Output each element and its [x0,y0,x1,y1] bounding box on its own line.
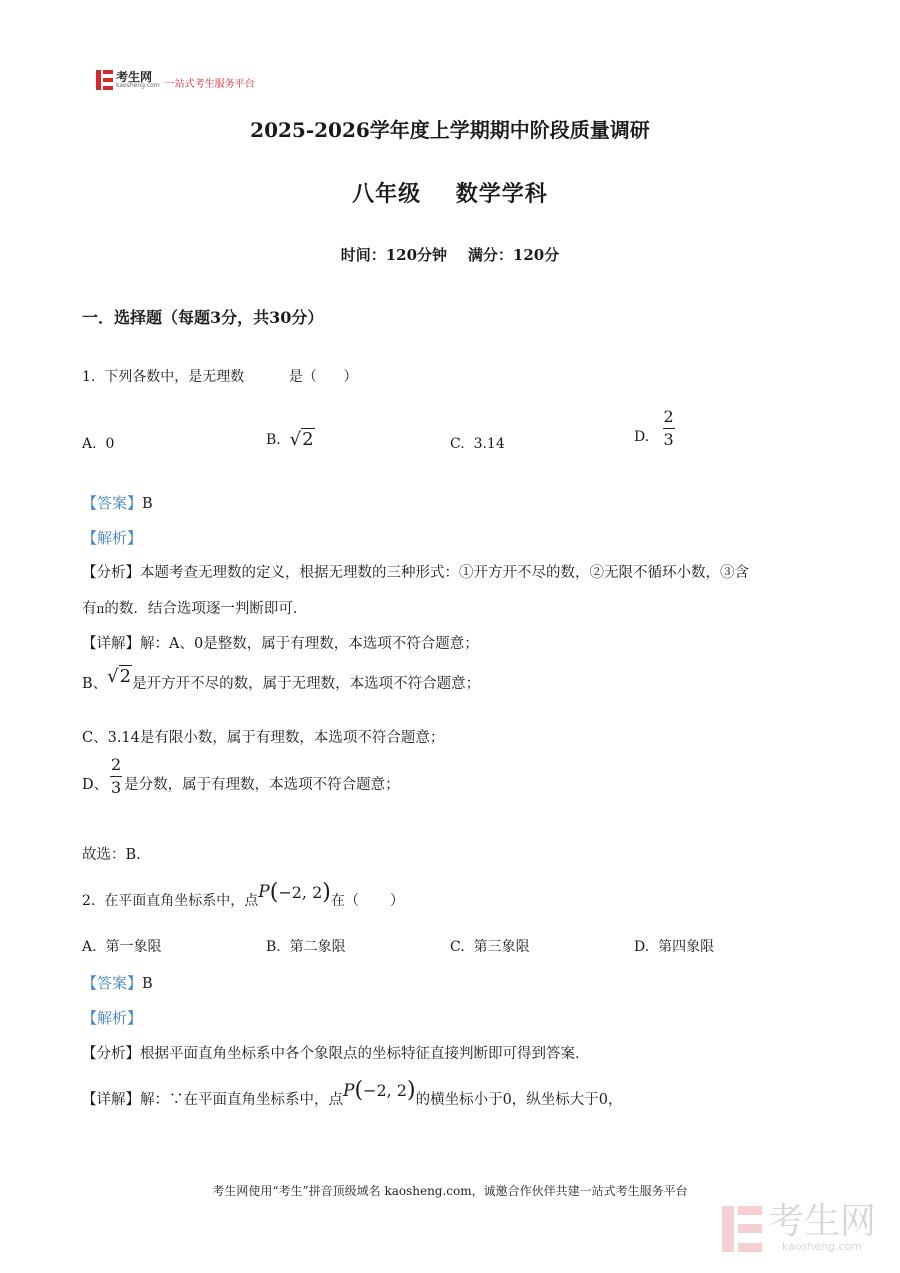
q1-conclusion: 故选：B. [82,847,141,863]
answer-value: B [142,976,153,992]
header-logo[interactable] [96,70,255,90]
radicand: 2 [302,429,314,450]
fenxi-text-b: 的数．结合选项逐一判断即可． [104,601,308,617]
option-letter: B. [266,431,281,448]
q2-detail [82,1072,623,1109]
detail-text: 是开方开不尽的数，属于无理数，本选项不符合题意； [132,676,481,692]
q2-option-b [266,936,346,956]
fraction-bar [110,776,122,777]
detail-text-a: 解：∵在平面直角坐标系中，点 [140,1092,343,1108]
detail-text-b: 的横坐标小于0，纵坐标大于0， [415,1092,623,1108]
stem-text-a: 2. 在平面直角坐标系中，点 [82,893,259,909]
q2-answer [82,972,153,993]
watermark-domain: kaosheng.com [781,1240,863,1253]
q1-option-a [82,436,114,452]
fenxi-text: 根据平面直角坐标系中各个象限点的坐标特征直接判断即可得到答案． [140,1046,590,1062]
option-letter: C. [450,939,465,955]
grade-subject: 八年级 数学学科 [352,181,548,207]
watermark-logo-icon [722,1206,762,1252]
watermark-name: 考生网 [767,1201,876,1242]
detail-tag: 【详解】 [82,636,140,652]
page-title: 2025-2026学年度上学期期中阶段质量调研 [250,118,650,142]
detail-text: 是分数，属于有理数，本选项不符合题意； [124,777,400,794]
radicand: 2 [119,666,132,687]
fraction [110,756,122,796]
page-footer: 考生网使用“考生”拼音顶级域名 kaosheng.com，诚邀合作伙伴共建一站式考生服务平台 [212,1184,688,1198]
q1-option-c [450,436,505,452]
fraction-bar [663,428,675,429]
paren-close: ) [322,879,331,905]
option-value: 第三象限 [473,939,530,955]
question-2-stem [82,874,404,910]
logo-slogan: 一站式考生服务平台 [164,78,255,90]
detail-text: 解：A、0是整数，属于有理数，本选项不符合题意； [140,636,479,652]
option-value: 第一象限 [105,939,162,955]
numerator: 2 [111,755,122,774]
q2-option-a [82,936,161,956]
point-coords: −2, 2 [278,882,323,902]
answer-value: B [142,496,153,512]
point-label: P [343,1080,355,1101]
fenxi-text-a: 有 [82,601,97,617]
stem-text-b: 在（ ） [330,893,404,909]
paren-open: ( [354,1078,364,1103]
option-letter: B. [266,939,281,955]
point-label: P [258,882,270,902]
option-letter: C. [450,436,465,452]
fenxi-text: 本题考查无理数的定义，根据无理数的三种形式：①开方开不尽的数，②无限不循环小数，③含 [140,565,749,581]
q1-fenxi-line1 [82,561,749,582]
option-value: 第二象限 [289,939,346,955]
watermark [722,1201,876,1253]
logo-name: 考生网 [116,70,153,84]
q1-detail-b [82,666,480,697]
option-letter: A. [82,436,97,452]
pi-symbol: π [96,602,105,616]
q1-answer [82,492,153,513]
option-value: 0 [105,436,115,452]
sqrt-symbol: √2 [289,429,314,450]
q1-detail-c: C、3.14是有限小数，属于有理数，本选项不符合题意； [82,730,445,746]
denominator: 3 [111,777,122,797]
fenxi-tag: 【分析】 [82,565,140,581]
q1-analysis-tag: 【解析】 [82,529,143,547]
point-coords: −2, 2 [363,1081,407,1100]
detail-prefix: D、 [82,777,109,794]
q2-option-c [450,936,530,956]
logo-icon [96,70,113,90]
q2-analysis-tag: 【解析】 [82,1009,143,1027]
option-letter: D. [634,429,650,446]
q1-fenxi-line2 [82,597,307,618]
fraction [663,408,675,448]
exam-info: 时间：120分钟 满分：120分 [340,246,560,264]
paren-open: ( [269,879,279,905]
logo-domain: kaosheng.com [116,82,160,89]
fenxi-tag: 【分析】 [82,1046,140,1062]
denominator: 3 [663,429,674,449]
detail-tag: 【详解】 [82,1092,140,1108]
detail-prefix: B、 [82,676,108,692]
answer-tag: 【答案】 [82,494,143,512]
option-letter: D. [634,939,650,955]
option-value: 3.14 [473,436,505,452]
option-value: 第四象限 [658,939,715,955]
q1-option-d [634,408,675,448]
q2-fenxi [82,1042,590,1063]
q2-option-d [634,936,714,956]
q1-detail-d [82,756,400,796]
q1-option-b [266,429,315,450]
q1-detail-a [82,632,479,653]
numerator: 2 [663,407,674,426]
paren-close: ) [406,1078,416,1103]
section-heading: 一．选择题（每题3分，共30分） [82,308,324,327]
answer-tag: 【答案】 [82,974,143,992]
question-1-stem: 1. 下列各数中，是无理数 是（ ） [82,369,358,385]
option-letter: A. [82,939,97,955]
sqrt-symbol: √2 [107,666,132,687]
